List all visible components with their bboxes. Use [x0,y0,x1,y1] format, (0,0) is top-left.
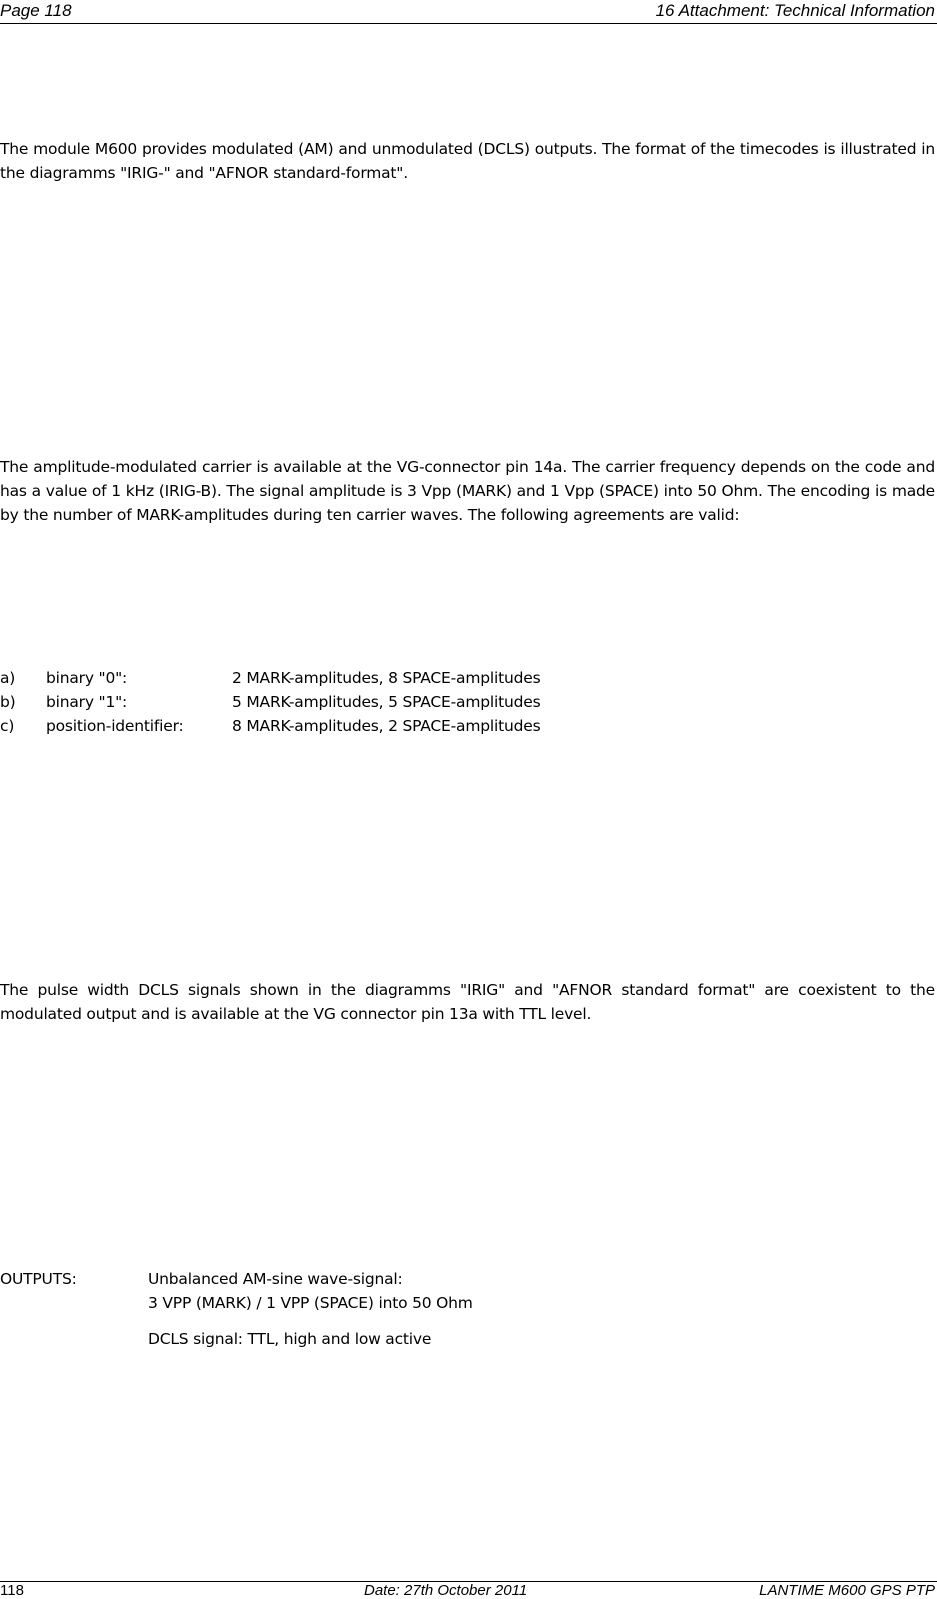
list-item-description: 2 MARK-amplitudes, 8 SPACE-amplitudes [232,669,541,687]
list-item [0,690,935,714]
paragraph-intro: The module M600 provides modulated (AM) and unmodulated (DCLS) outputs. The format of the timecodes is illustrated in the diagramms "IRIG-" and "AFNOR standard-format". [0,140,935,182]
list-item-term: binary "1": [46,693,128,711]
list-item-letter: b) [0,693,16,711]
outputs-line-3: DCLS signal: TTL, high and low active [148,1330,432,1348]
outputs-line-2: 3 VPP (MARK) / 1 VPP (SPACE) into 50 Ohm [148,1294,473,1312]
outputs-line-1: Unbalanced AM-sine wave-signal: [148,1270,403,1288]
page-label: Page 118 [0,1,72,20]
list-item-description: 5 MARK-amplitudes, 5 SPACE-amplitudes [232,693,541,711]
paragraph-am-carrier: The amplitude-modulated carrier is available at the VG-connector pin 14a. The carrier frequency depends on the code and has a value of 1 kHz (IRIG-B). The signal amplitude is 3 Vpp (MARK) and 1 Vpp (SPACE) into 50 Ohm. The encoding is made by the number of MARK-amplitudes during ten carrier waves. The following agreements are valid: [0,458,935,524]
list-item-term: binary "0": [46,669,128,687]
footer-product: LANTIME M600 GPS PTP [759,1582,935,1599]
list-item-letter: a) [0,669,16,687]
list-item [0,666,935,690]
section-title: 16 Attachment: Technical Information [655,1,935,20]
list-item-term: position-identifier: [46,717,184,735]
agreements-list [0,666,935,738]
footer-page-number: 118 [0,1582,24,1599]
list-item-letter: c) [0,717,15,735]
outputs-label: OUTPUTS: [0,1270,77,1288]
header-rule [0,23,937,24]
list-item [0,714,935,738]
list-item-description: 8 MARK-amplitudes, 2 SPACE-amplitudes [232,717,541,735]
footer-date: Date: 27th October 2011 [364,1582,528,1599]
paragraph-dcls: The pulse width DCLS signals shown in the diagramms "IRIG" and "AFNOR standard format" are coexistent to the modulated output and is available at the VG connector pin 13a with TTL level. [0,981,935,1023]
